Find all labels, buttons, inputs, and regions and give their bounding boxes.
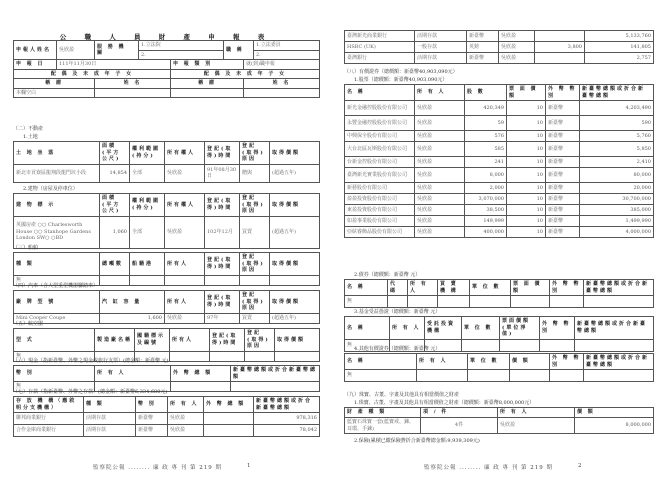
relation-label-right: 稱 謂	[171, 79, 244, 89]
table-row: 台新金控股份有限公司 吳欣盈 241 10 新臺幣 2,410	[345, 157, 654, 168]
table-row: 新光金融控股股份有限公司 吳欣盈 420,349 10 新臺幣 4,203,490	[345, 101, 654, 116]
bonds-block	[344, 279, 653, 308]
table-row: 永豐金融控股股份有限公司 吳欣盈 59 10 新臺幣 590	[345, 116, 654, 131]
car-table: 廠 牌 型 號 汽 缸 容 量 所有人 登記(取得)時間 登記(取得)原因 取得價額 Mini Cooper Coupe 1,600 吳欣盈 97年 買賣 (超過五年)	[13, 290, 320, 324]
building-section-label: 2.建物（房屋及停車位）	[23, 186, 78, 192]
other-securities-block	[344, 353, 653, 382]
person-name-label-right: 姓 名	[244, 79, 320, 89]
deposit-section-label: （七）存款（指新臺幣、外幣之存款）(總金額：新臺幣6,334,680元)	[13, 389, 168, 395]
deposit-block	[13, 396, 319, 437]
stocks-section-label: 1.股票（總價額：新臺幣40,903,090元）	[354, 77, 448, 83]
insurance-label: 2.保險(累積已繳保險費折合新臺幣總金額:9,939,309元)	[354, 438, 480, 444]
table-row: 英國房產 ○○ Charlesworth House ○○ Stanhope Gardens London SW○ ○BD 1,060 全部 吳欣盈 102年12月 買賣 (超過五年)	[14, 216, 320, 248]
table-row: HSBC (UK) 一般存款 英鎊 吳欣盈 3,800 141,805	[345, 42, 654, 53]
agency-value-1: 1.立法院	[139, 41, 224, 51]
deposit-continued-table	[344, 30, 654, 64]
cash-section-label: （六）現金（指新臺幣、外幣之現金或旅行支票）(總金額：新臺幣 元)	[13, 358, 169, 364]
car-block	[13, 290, 319, 324]
footer-publication: 監察院公報 ........ 廉 政 專 刊 第 219 期	[424, 465, 553, 471]
deposit-table: 存 放 機 構（應敘明分支機構） 種 類 幣 別 所 有 人 外 幣 總 額 新臺幣總額或折合新臺幣總額 聯邦商業銀行 活期存款 新臺幣 吳欣盈 978,316 合作金庫商業銀行 活期存款 新臺幣 吳欣盈 78,042	[13, 396, 320, 437]
table-row: 無	[345, 339, 654, 351]
page-number: 1	[247, 463, 251, 469]
deposit-continued-block	[344, 30, 653, 64]
valuables-table: 財 產 種 類 項 / 件 所 有 人 價 額 藍寶石珠寶一套(藍寶戒、鍊、耳環、手鍊) 4件 吳欣盈 8,000,000	[344, 407, 654, 434]
land-header-price: 取得價額	[270, 142, 320, 165]
job-title-value-1: 1.立法委員	[254, 41, 320, 51]
spouse-children-label-left: 配 偶 及 未 成 年 子 女	[14, 69, 171, 79]
land-header-reg-reason: 登記(取得)原因	[240, 142, 270, 165]
cash-table: 幣 別 所 有 人 外 幣 總 額 新臺幣總額或折合新臺幣總額 無	[13, 365, 320, 392]
job-title-label: 職 稱	[224, 41, 254, 60]
table-row: 亞絃睿飾品股份有限公司 吳欣盈 400,000 10 新臺幣 4,000,000	[345, 227, 654, 238]
valuables-block	[344, 407, 653, 434]
person-name-label-left: 姓 名	[95, 79, 171, 89]
land-section-label: 1.土地	[23, 134, 38, 140]
building-table: 建 物 標 示 面積(平方公尺) 權利範圍(持分) 所有權人 登記(取得)時間 登記(取得)原因 取得價額 英國房產 ○○ Charlesworth House ○○ Stanhope Gardens London SW○ ○BD 1,060 全部 吳欣盈 102年12月 買賣 (超過五年)	[13, 193, 320, 249]
table-row: 無	[345, 370, 654, 382]
declarant-header-block	[13, 40, 319, 98]
bonds-section-label: 2.債券（總價額：新臺幣 元）	[354, 272, 421, 278]
aircraft-table: 型 式 製造廠名稱 國籍標示及編號 所有人 登記(取得)時間 登記(取得)原因 取得價額 無	[13, 328, 320, 362]
table-row: 聯邦商業銀行 活期存款 新臺幣 吳欣盈 978,316	[14, 413, 320, 425]
blank-note: 本欄空白	[14, 88, 95, 98]
declarant-header-table	[13, 40, 320, 98]
spouse-children-label-right: 配 偶 及 未 成 年 子 女	[171, 69, 320, 79]
table-row: 新北市貢寮區龍翔段龍門坑小段 14,854 全部 吳欣盈 91年08月30日 贈與 (超過五年)	[14, 164, 320, 182]
land-block	[13, 141, 319, 183]
bonds-table: 名 稱 代 碼 所 有 人 買 賣 機 構 單 位 數 票 面 價 額 外 幣 幣 別 新臺幣總額或折合新臺幣總額 無	[344, 279, 654, 308]
table-row: 臺灣新光實業股份有限公司 吳欣盈 8,000 10 新臺幣 80,000	[345, 168, 654, 183]
relation-label-left: 稱 謂	[14, 79, 95, 89]
table-row: 臺灣新光商業銀行 活期存款 新臺幣 吳欣盈 5,133,760	[345, 31, 654, 42]
table-row: 臺灣銀行 活期存款 新臺幣 吳欣盈 2,757	[345, 53, 654, 64]
table-row: 東盈投資股份有限公司 吳欣盈 38,500 10 新臺幣 385,000	[345, 205, 654, 216]
table-row: 無	[14, 275, 320, 285]
name-label: 申報人姓名	[14, 41, 57, 60]
agency-label: 服 務 機 關	[95, 41, 139, 60]
stocks-table: 名 稱 所 有 人 股 數 票 面 價 額 外 幣 幣 別 新臺幣總額或折合新臺幣總額 新光金融控股股份有限公司 吳欣盈 420,349 10 新臺幣 4,203,490 永豐金融控股股份有限公司 吳欣盈 59 10 新臺幣 590 中興保全股份有限公司 吳欣盈 576 10 新臺幣 5,760 大台北區瓦斯股份有限公司 吳欣盈 585 10 新臺幣 5,850 台新金控股份有限公司 吳欣盈 241 10 新臺幣 2,410 臺灣新光實業股份有限公司 吳欣盈 8,000 10 新臺幣 80,000 新藝股份有限公司 吳欣盈 2,000 10 新臺幣 20,000 盈盈投資股份有限公司 吳欣盈 3,070,000 10 新臺幣 30,700,000 東盈投資股份有限公司 吳欣盈 38,500 10 新臺幣 385,000 如盈事業股份有限公司 吳欣盈 149,999 10 新臺幣 1,499,990 亞絃睿飾品股份有限公司 吳欣盈 400,000 10 新臺幣 4,000,000	[344, 84, 654, 238]
ship-block	[13, 252, 319, 286]
land-header-reg-time: 登記(取得)時間	[205, 142, 240, 165]
building-block	[13, 193, 319, 249]
valuables-section-label: （九）珠寶、古董、字畫及其他具有相當價值之財產	[344, 392, 460, 398]
land-header-location: 土 地 坐 落	[14, 142, 100, 165]
declaration-type-label: 申 報 類 別	[171, 60, 244, 70]
stocks-block	[344, 84, 653, 238]
page-number: 2	[578, 463, 582, 469]
table-row: 合作金庫商業銀行 活期存款 新臺幣 吳欣盈 78,042	[14, 425, 320, 437]
other-securities-table: 名 稱 所 有 人 單 位 數 價 額 外 幣 幣 別 新臺幣總額或折合新臺幣總額 無	[344, 353, 654, 382]
land-table	[13, 141, 320, 183]
table-row: 無	[14, 351, 320, 361]
table-row: 無	[345, 296, 654, 308]
name-value: 吳欣盈	[57, 41, 95, 60]
agency-value-2: 2.	[139, 50, 224, 60]
table-row: 中興保全股份有限公司 吳欣盈 576 10 新臺幣 5,760	[345, 131, 654, 142]
footer-publication: 監察院公報 ........ 廉 政 專 刊 第 219 期	[93, 465, 222, 471]
table-row: 新藝股份有限公司 吳欣盈 2,000 10 新臺幣 20,000	[345, 183, 654, 194]
table-row: 無	[14, 382, 320, 392]
declaration-date-value: 111年11月30日	[57, 60, 171, 70]
table-row: Mini Cooper Coupe 1,600 吳欣盈 97年 買賣 (超過五年)	[14, 313, 320, 323]
declaration-type-value: 就(到)職申報	[244, 60, 320, 70]
table-row: 盈盈投資股份有限公司 吳欣盈 3,070,000 10 新臺幣 30,700,000	[345, 194, 654, 205]
ship-section-label: （三）船舶	[13, 245, 39, 251]
other-securities-section-label: 4.其他有價證券（總價額：新臺幣 元）	[354, 346, 441, 352]
aircraft-section-label: （五）航空器	[13, 321, 44, 327]
securities-section-label: （八）有價證券（總價額：新臺幣40,903,090元）	[344, 69, 458, 75]
job-title-value-2: 2.	[254, 50, 320, 60]
page-1	[13, 0, 319, 492]
form-title: 公 職 人 員 財 產 申 報 表	[59, 33, 273, 41]
ship-table: 種 類 總噸數 船籍港 所有人 登記(取得)時間 登記(取得)原因 取得價額 無	[13, 252, 320, 286]
table-row: 如盈事業股份有限公司 吳欣盈 149,999 10 新臺幣 1,499,990	[345, 216, 654, 227]
section-real-estate: （二）不動產	[13, 126, 44, 132]
valuables-subsection-label: 1.珠寶、古董、字畫及其他具有相當價值之財產（總價額：新臺幣8,000,000元）	[354, 400, 535, 406]
table-row: 大台北區瓦斯股份有限公司 吳欣盈 585 10 新臺幣 5,850	[345, 142, 654, 157]
land-header-share: 權利範圍(持分)	[130, 142, 165, 165]
page-2	[344, 0, 653, 492]
land-header-owner: 所有權人	[165, 142, 205, 165]
funds-section-label: 3.基金受益憑證（總價額：新臺幣 元）	[354, 309, 441, 315]
table-row: 藍寶石珠寶一套(藍寶戒、鍊、耳環、手鍊) 4件 吳欣盈 8,000,000	[345, 418, 654, 434]
land-header-area: 面積(平方公尺)	[100, 142, 130, 165]
car-section-label: （四）汽車（含大型重型機器腳踏車）	[13, 283, 99, 289]
funds-table: 名 稱 所 有 人 受託投資機構 單 位 數 票面價額(單位淨值) 外 幣 幣 別 新臺幣總額或折合新臺幣總額 無	[344, 316, 654, 352]
declaration-date-label: 申 報 日	[14, 60, 57, 70]
